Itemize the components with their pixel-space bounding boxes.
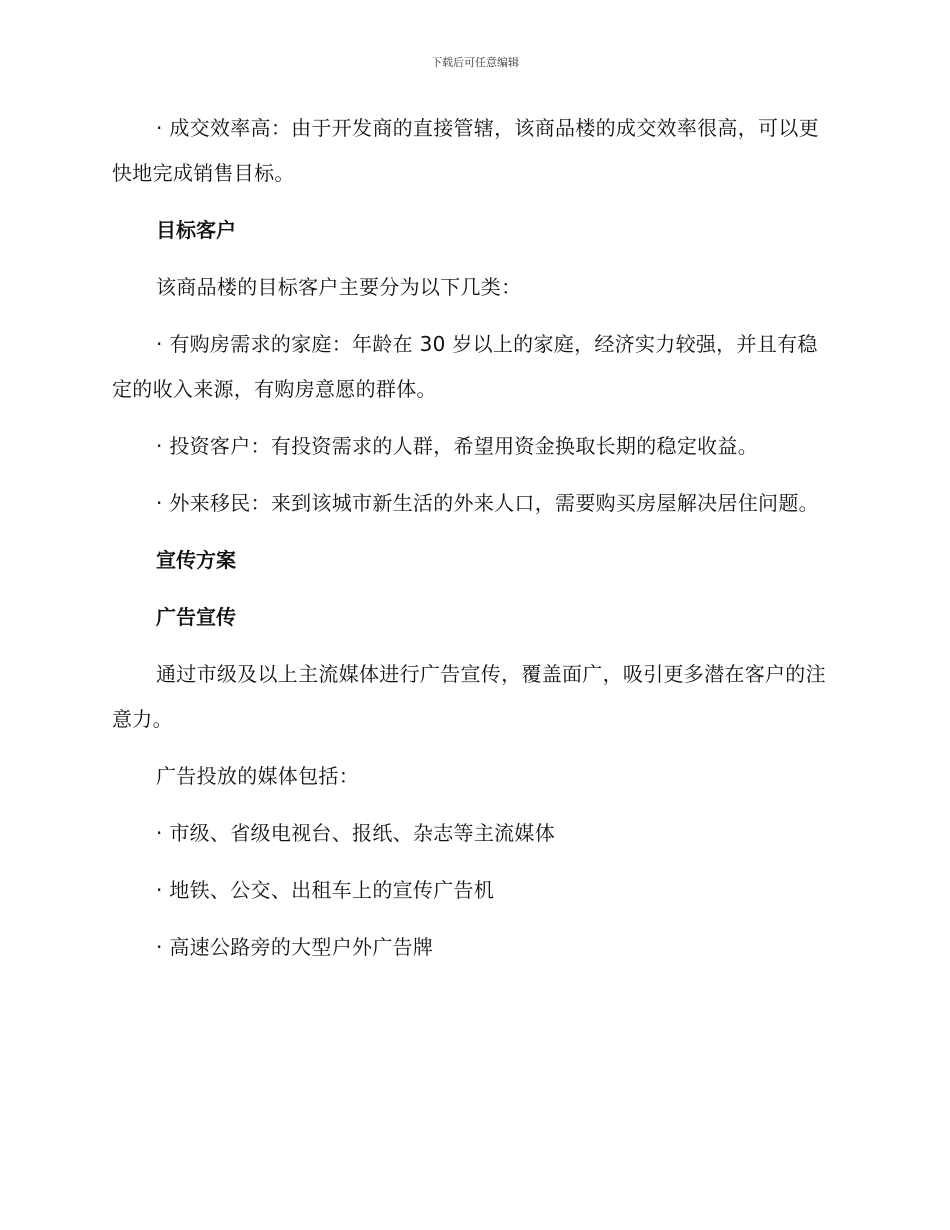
bullet-mainstream-media: · 市级、省级电视台、报纸、杂志等主流媒体 (156, 821, 556, 845)
heading-promotion-plan: 宣传方案 (156, 548, 236, 572)
page-header: 下载后可任意编辑 (431, 56, 519, 69)
bullet-transit-ads: · 地铁、公交、出租车上的宣传广告机 (156, 878, 495, 902)
bullet-families: · 有购房需求的家庭：年龄在 30 岁以上的家庭，经济实力较强，并且有稳定的收入来源，有购房意愿的群体。 (112, 332, 818, 401)
document-body (112, 106, 836, 982)
target-customers-intro: 该商品楼的目标客户主要分为以下几类： (156, 275, 522, 299)
bullet-migrants: · 外来移民：来到该城市新生活的外来人口，需要购买房屋解决居住问题。 (156, 491, 819, 515)
heading-target-customers: 目标客户 (156, 218, 236, 242)
bullet-transaction-efficiency: · 成交效率高：由于开发商的直接管辖，该商品楼的成交效率很高，可以更快地完成销售目标。 (112, 116, 819, 185)
bullet-investors: · 投资客户：有投资需求的人群，希望用资金换取长期的稳定收益。 (156, 434, 759, 458)
bullet-billboards: · 高速公路旁的大型户外广告牌 (156, 935, 434, 959)
media-intro: 广告投放的媒体包括： (156, 764, 359, 788)
advertising-description: 通过市级及以上主流媒体进行广告宣传，覆盖面广，吸引更多潜在客户的注意力。 (112, 662, 826, 731)
heading-advertising: 广告宣传 (156, 605, 236, 629)
